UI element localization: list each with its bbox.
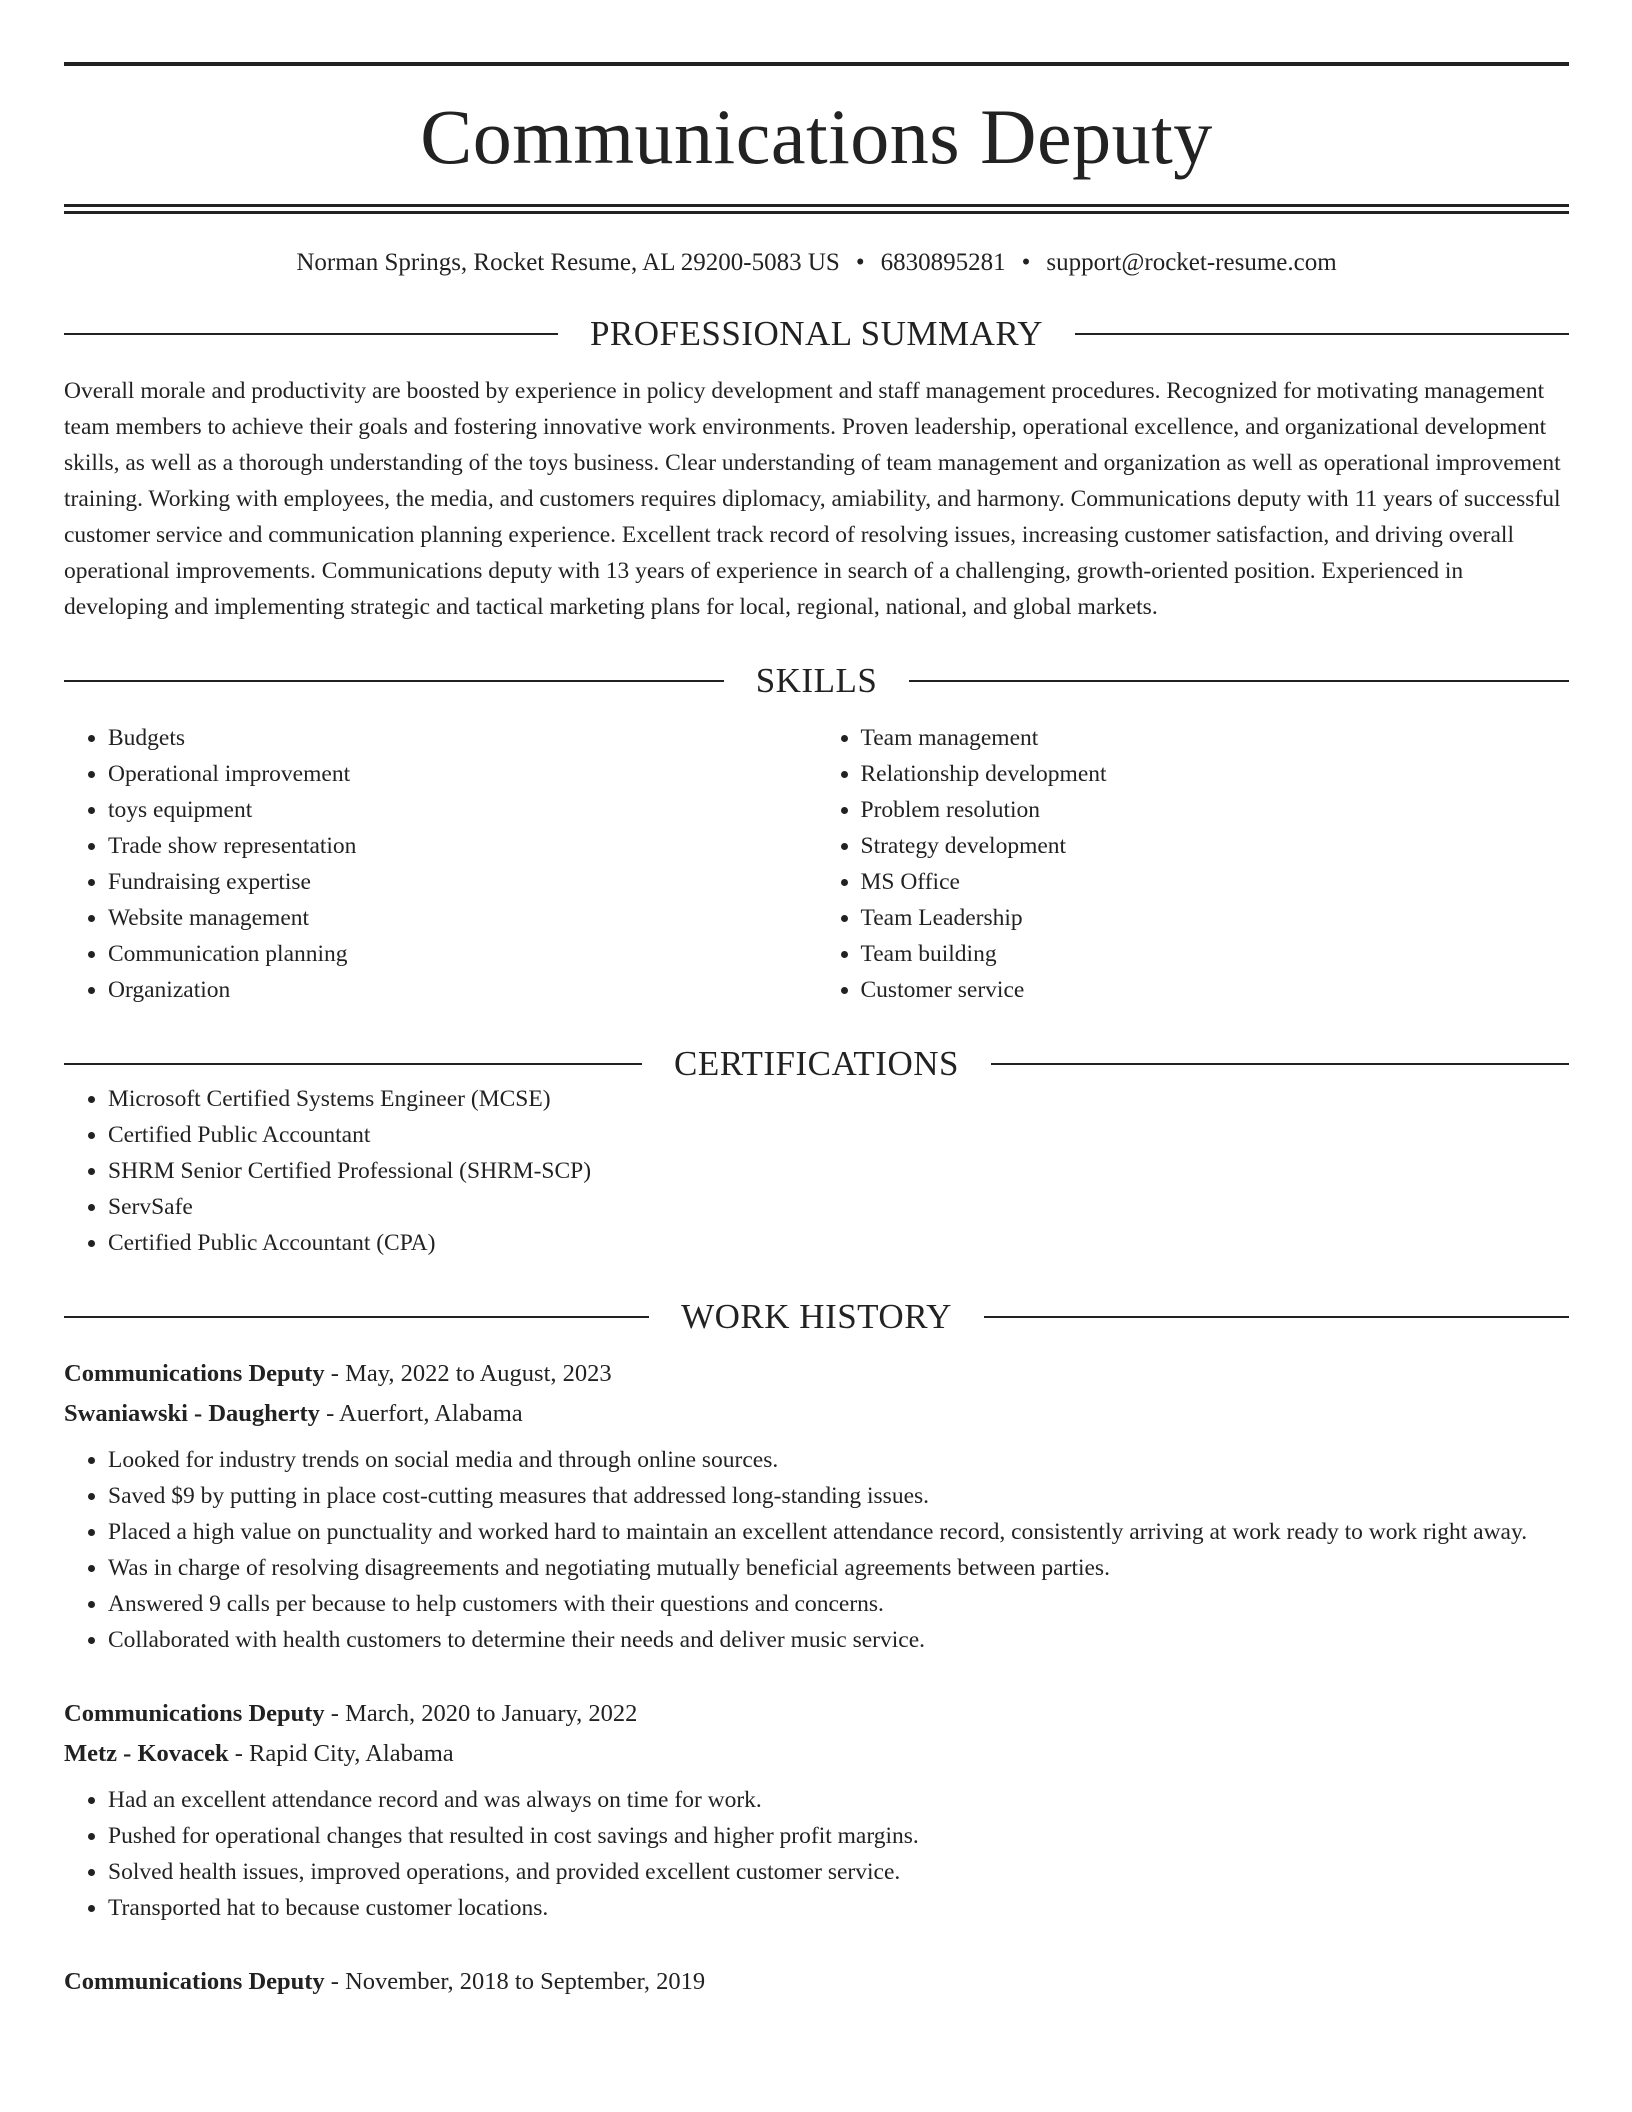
heading-rule-left	[64, 1316, 649, 1318]
skills-heading-label: SKILLS	[755, 661, 878, 700]
job-company: Swaniawski - Daugherty	[64, 1400, 320, 1427]
skill-item: • toys equipment	[108, 792, 817, 828]
job-bullet: • Looked for industry trends on social media and through online sources.	[108, 1442, 1569, 1478]
job-bullet: • Collaborated with health customers to determine their needs and deliver music service.	[108, 1622, 1569, 1658]
certification-item: • ServSafe	[108, 1189, 1569, 1225]
job-bullet: • Placed a high value on punctuality and worked hard to maintain an excellent attendance record, consistently arriving at work ready to work right away.	[108, 1514, 1569, 1550]
job-title: Communications Deputy	[64, 1700, 325, 1727]
heading-rule-left	[64, 680, 724, 682]
skill-item: • Organization	[108, 972, 817, 1008]
heading-rule-right	[1075, 333, 1569, 335]
skill-item: • Trade show representation	[108, 828, 817, 864]
skill-item: • Communication planning	[108, 936, 817, 972]
skills-columns	[64, 720, 1569, 1008]
skill-item: • Problem resolution	[861, 792, 1570, 828]
certification-item: • Certified Public Accountant	[108, 1117, 1569, 1153]
heading-rule-right	[909, 680, 1569, 682]
job-bullet: • Was in charge of resolving disagreements and negotiating mutually beneficial agreements between parties.	[108, 1550, 1569, 1586]
job-title-line	[64, 1962, 1569, 2002]
skill-item: • Relationship development	[861, 756, 1570, 792]
summary-text: Overall morale and productivity are boosted by experience in policy development and staff management procedures. Recognized for motivating management team members to achieve their goals and fostering innovative work environments. Proven leadership, operational excellence, and organizational development skills, as well as a thorough understanding of the toys business. Clear understanding of team management and organization as well as operational improvement training. Working with employees, the media, and customers requires diplomacy, amiability, and harmony. Communications deputy with 11 years of successful customer service and communication planning experience. Excellent track record of resolving issues, increasing customer satisfaction, and driving overall operational improvements. Communications deputy with 13 years of experience in search of a challenging, growth-oriented position. Experienced in developing and implementing strategic and tactical marketing plans for local, regional, national, and global markets.	[64, 378, 1561, 620]
job-bullet: • Saved $9 by putting in place cost-cutting measures that addressed long-standing issues.	[108, 1478, 1569, 1514]
certification-item: • Microsoft Certified Systems Engineer (MCSE)	[108, 1081, 1569, 1117]
skills-heading	[64, 663, 1569, 698]
skill-item: • Fundraising expertise	[108, 864, 817, 900]
contact-line	[64, 248, 1569, 278]
contact-separator: •	[855, 249, 865, 276]
certifications-heading-label: CERTIFICATIONS	[674, 1044, 959, 1083]
job-bullets	[64, 1442, 1569, 1658]
job-entry	[64, 1694, 1569, 1926]
certification-item: • SHRM Senior Certified Professional (SHRM-SCP)	[108, 1153, 1569, 1189]
job-title: Communications Deputy	[64, 1360, 325, 1387]
job-location: - Rapid City, Alabama	[228, 1740, 454, 1767]
job-entry	[64, 1354, 1569, 1658]
skill-item: • MS Office	[861, 864, 1570, 900]
job-dates: - May, 2022 to August, 2023	[324, 1360, 612, 1387]
job-dates: - November, 2018 to September, 2019	[324, 1968, 706, 1995]
job-bullet: • Had an excellent attendance record and was always on time for work.	[108, 1782, 1569, 1818]
work-history-heading-label: WORK HISTORY	[681, 1297, 952, 1336]
job-company-line	[64, 1394, 1569, 1434]
work-history-list	[64, 1354, 1569, 2002]
contact-phone[interactable]: 6830895281	[880, 249, 1006, 276]
skill-item: • Operational improvement	[108, 756, 817, 792]
page-title: Communications Deputy	[420, 93, 1213, 180]
skill-item: • Team building	[861, 936, 1570, 972]
job-dates: - March, 2020 to January, 2022	[324, 1700, 638, 1727]
job-entry	[64, 1962, 1569, 2002]
title-double-rule	[64, 204, 1569, 214]
skill-item: • Strategy development	[861, 828, 1570, 864]
job-title-line	[64, 1694, 1569, 1734]
skills-list-left	[64, 720, 817, 1008]
job-bullet: • Solved health issues, improved operations, and provided excellent customer service.	[108, 1854, 1569, 1890]
skill-item: • Budgets	[108, 720, 817, 756]
heading-rule-left	[64, 333, 558, 335]
summary-heading	[64, 316, 1569, 351]
job-location: - Auerfort, Alabama	[319, 1400, 523, 1427]
heading-rule-right	[984, 1316, 1569, 1318]
job-bullet: • Pushed for operational changes that resulted in cost savings and higher profit margins.	[108, 1818, 1569, 1854]
skill-item: • Website management	[108, 900, 817, 936]
job-bullet: • Answered 9 calls per because to help customers with their questions and concerns.	[108, 1586, 1569, 1622]
certification-item: • Certified Public Accountant (CPA)	[108, 1225, 1569, 1261]
job-company: Metz - Kovacek	[64, 1740, 229, 1767]
contact-separator: •	[1021, 249, 1031, 276]
job-bullet: • Transported hat to because customer locations.	[108, 1890, 1569, 1926]
heading-rule-left	[64, 1063, 642, 1065]
contact-location: Norman Springs, Rocket Resume, AL 29200-5083 US	[296, 249, 840, 276]
skill-item: • Team management	[861, 720, 1570, 756]
skill-item: • Customer service	[861, 972, 1570, 1008]
heading-rule-right	[991, 1063, 1569, 1065]
certifications-list	[64, 1081, 1569, 1261]
certifications-heading	[64, 1046, 1569, 1081]
job-bullets	[64, 1782, 1569, 1926]
work-history-heading	[64, 1299, 1569, 1334]
job-company-line	[64, 1734, 1569, 1774]
summary-heading-label: PROFESSIONAL SUMMARY	[589, 314, 1044, 353]
skills-list-right	[817, 720, 1570, 1008]
skill-item: • Team Leadership	[861, 900, 1570, 936]
contact-email[interactable]: support@rocket-resume.com	[1046, 249, 1337, 276]
job-title: Communications Deputy	[64, 1968, 325, 1995]
job-title-line	[64, 1354, 1569, 1394]
